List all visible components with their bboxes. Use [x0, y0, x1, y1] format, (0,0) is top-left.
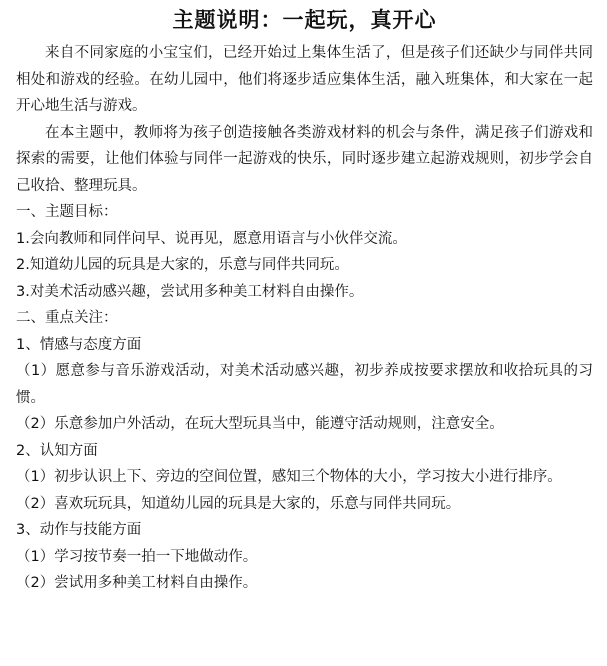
focus-cognition-item-1: （1）初步认识上下、旁边的空间位置，感知三个物体的大小，学习按大小进行排序。 [16, 469, 562, 485]
focus-section-skills-heading: 3、动作与技能方面 [16, 522, 142, 538]
focus-emotion-item-1: （1）愿意参与音乐游戏活动，对美术活动感兴趣，初步养成按要求摆放和收拾玩具的习惯。 [16, 363, 593, 406]
focus-section-emotion-heading: 1、情感与态度方面 [16, 336, 142, 353]
page-title: 主题说明：一起玩，真开心 [172, 8, 437, 32]
goal-item-2: 2.知道幼儿园的玩具是大家的，乐意与同伴共同玩。 [16, 257, 349, 273]
intro-paragraph-2: 在本主题中，教师将为孩子创造接触各类游戏材料的机会与条件，满足孩子们游戏和探索的需要，让他们体验与同伴一起游戏的快乐，同时逐步建立起游戏规则，初步学会自己收拾、整理玩具。 [16, 124, 593, 194]
goal-item-3: 3.对美术活动感兴趣，尝试用多种美工材料自由操作。 [16, 283, 364, 300]
focus-emotion-item-2: （2）乐意参加户外活动，在玩大型玩具当中，能遵守活动规则，注意安全。 [16, 416, 504, 432]
focus-heading: 二、重点关注： [16, 310, 118, 326]
intro-paragraph-1: 来自不同家庭的小宝宝们，已经开始过上集体生活了，但是孩子们还缺少与同伴共同相处和游戏的经验。在幼儿园中，他们将逐步适应集体生活，融入班集体，和大家在一起开心地生活与游戏。 [16, 45, 593, 114]
focus-skills-item-1: （1）学习按节奏一拍一下地做动作。 [16, 548, 258, 565]
focus-skills-item-2: （2）尝试用多种美工材料自由操作。 [16, 575, 258, 591]
focus-section-cognition-heading: 2、认知方面 [16, 442, 98, 459]
focus-cognition-item-2: （2）喜欢玩玩具，知道幼儿园的玩具是大家的，乐意与同伴共同玩。 [16, 495, 461, 512]
goals-heading: 一、主题目标： [16, 204, 118, 220]
goal-item-1: 1.会向教师和同伴问早、说再见，愿意用语言与小伙伴交流。 [16, 230, 407, 247]
